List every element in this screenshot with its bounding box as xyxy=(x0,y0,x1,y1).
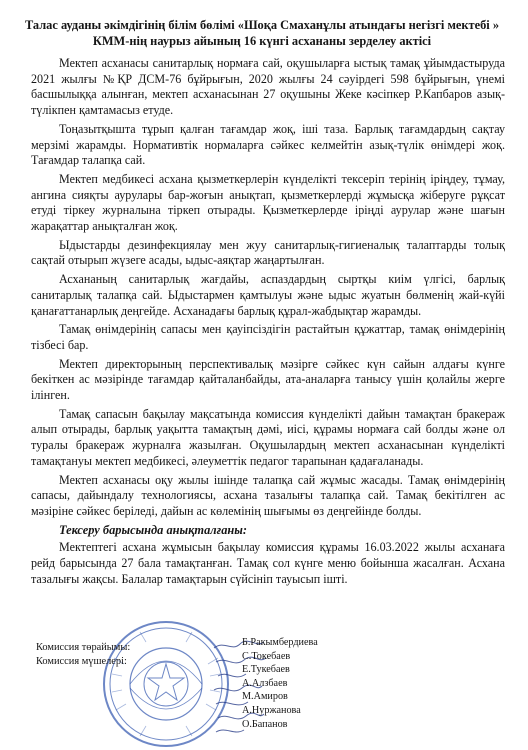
signature-names xyxy=(242,636,318,731)
signatory-name: М.Амиров xyxy=(242,691,288,703)
paragraph: Мектеп директорының перспективалық мәзірге сәйкес күн сайын алдағы күнге бекіткен ас мәзірінде тағамдар қайталанбайды, ата-аналарға танысу үшін қолайлы жерге ілінген. xyxy=(31,356,505,403)
paragraph: Мектеп асханасы санитарлық нормаға сай, оқушыларға ыстық тамақ ұйымдастыруда 2021 жылғы №ҚР ДСМ-76 бұйрығын, 2020 жылғы 24 сәуірдегі 598 бұйрығын, үнемі басшылыққа алынған, мектеп асханасынан 27 оқушыны Жеке кәсіпкер Р.Капбаров азық-түлікпен қамтамасыз етуде. xyxy=(31,56,505,118)
signatory-name: Б.Ракымбердиева xyxy=(242,637,318,648)
signatory-name: А.Алзбаев xyxy=(242,677,288,689)
paragraph: Асхананың санитарлық жағдайы, аспаздардың сыртқы киім үлгісі, барлық санитарлық талапқа сай. Ыдыстармен қамтылуы және ыдыс жуатын бөлменің жай-күйі қанағаттанарлық деңгейде. Асханадағы барлық құрал-жабдықтар жарамды. xyxy=(31,272,505,318)
signatory-name: С.Токебаев xyxy=(242,650,291,662)
paragraph: Тамақ өнімдерінің сапасы мен қауіпсіздігін растайтын құжаттар, тамақ өнімдерінің тізбесі бар. xyxy=(31,322,505,352)
finding-paragraph: Мектептегі асхана жұмысын бақылау комиссия құрамы 16.03.2022 жылы асханаға рейд барысында 27 бала тамақтанған. Тамақ сол күнге меню бойынша жасалған. Асхана тазалығы жақсы. Балалар тамақтарын сүйсініп тауысып ішті. xyxy=(31,540,505,586)
document-body xyxy=(31,56,505,591)
chair-label: Комиссия төрайымы: xyxy=(36,642,131,653)
paragraph: Мектеп медбикесі асхана қызметкерлерін күнделікті тексеріп терінің іріңдеу, тұмау, ангина сияқты аурулары бар-жоғын анықтап, қызметкерлерді жұмысқа жіберуге рұқсат етуді тіркеу журналына тіркеп отырады. Қызметкерлерде іріңді аурулар және шағын жарақаттар анықталған жоқ. xyxy=(31,171,505,234)
paragraph: Тамақ сапасын бақылау мақсатында комиссия күнделікті дайын тамақтан бракераж алып отырады, барлық уақытта тамақтың дәмі, иісі, құрамы нормаға сай болды және ол туралы бракераж журналға жазылған. Оқушылардың мектеп асханасынан күнделікті тамақтануы мектеп медбикесі, әлеуметтік педагог тарапынан қадағаланады. xyxy=(31,406,505,468)
paragraph: Мектеп асханасы оқу жылы ішінде талапқа сай жұмыс жасады. Тамақ өнімдерінің сапасы, дайындалу технологиясы, асхана тазалығы талапқа сай. Тамақ бекітілген ас мәзіріне сәйкес беріледі, дайын ас көлемінің шығымы өз деңгейінде болды. xyxy=(31,472,505,518)
document-title: Талас ауданы әкімдігінің білім бөлімі «Шоқа Смаханұлы атындағы негізгі мектебі » КММ-нің наурыз айының 16 күнгі асхананы зерделеу актісі xyxy=(24,18,500,48)
signature-labels xyxy=(36,641,130,669)
signatory-name: Е.Тукебаев xyxy=(242,664,290,676)
members-label: Комиссия мүшелері: xyxy=(36,656,127,667)
paragraph: Ыдыстарды дезинфекциялау мен жуу санитарлық-гигиеналық талаптарды толық сақтай отырып жүзеге асады, ыдыс-аяқтар жаңартылған. xyxy=(31,237,505,268)
section-heading: Тексеру барысында анықталғаны: xyxy=(59,522,247,537)
signatory-name: А.Нуржанова xyxy=(242,704,301,716)
signatory-name: О.Бапанов xyxy=(242,718,288,730)
paragraph: Тоңазытқышта тұрып қалған тағамдар жоқ, іші таза. Барлық тағамдардың сақтау мерзімі жарамды. Нормативтік нормаларға сәйкес келмейтін азық-түлік өнімдері жоқ. Тағамдар талапқа сай. xyxy=(31,121,505,168)
